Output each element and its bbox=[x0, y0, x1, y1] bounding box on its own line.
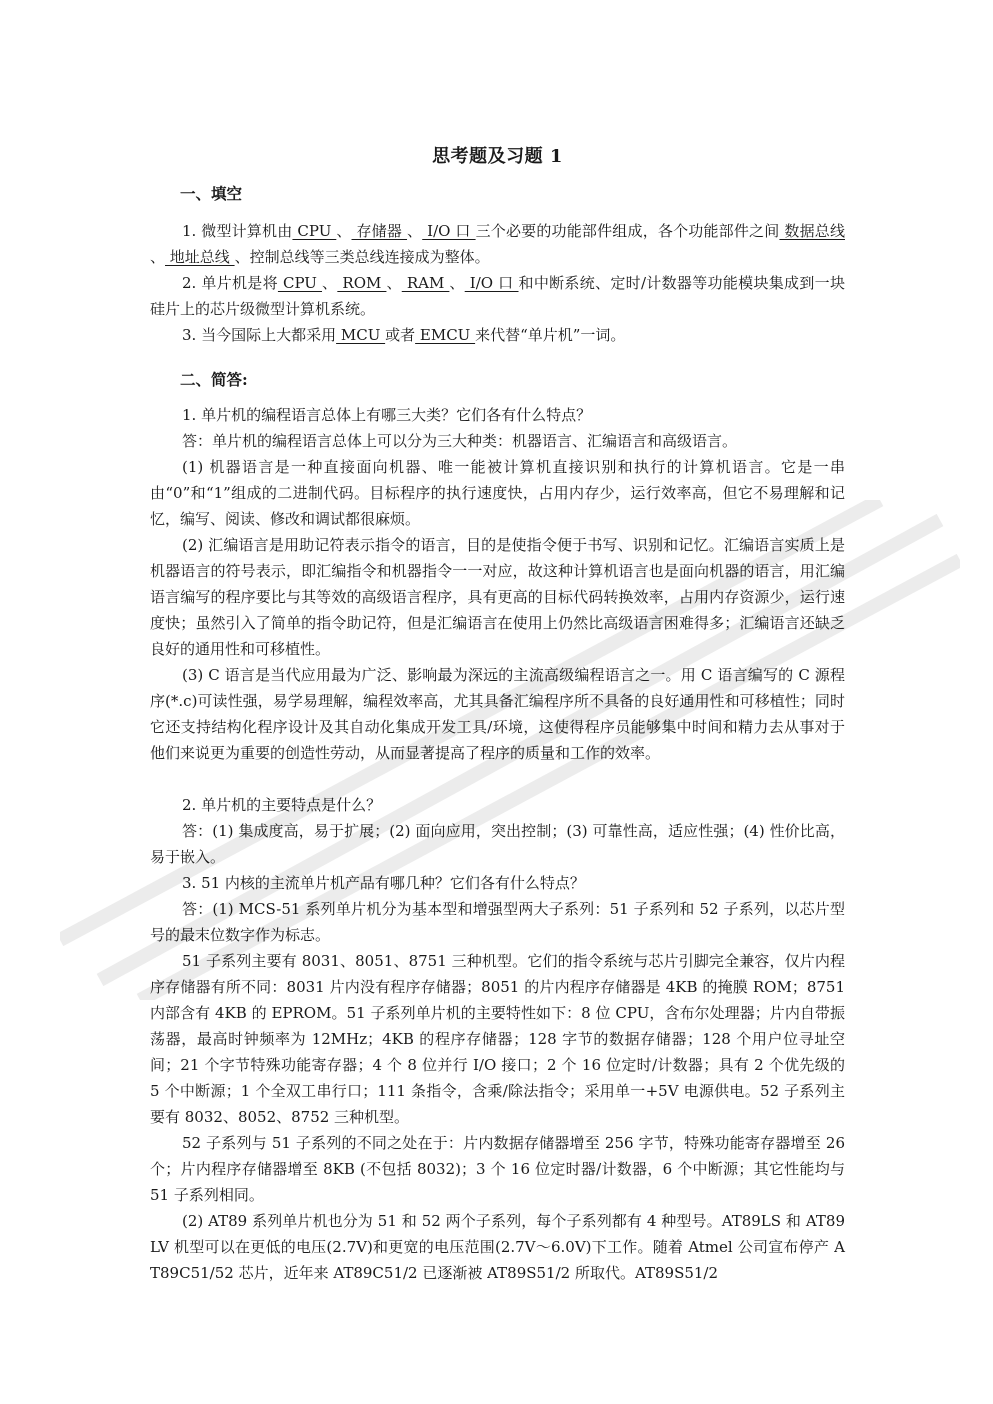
blank-io-2: I/O 口 bbox=[464, 274, 519, 292]
section-short-answer-heading: 二、简答: bbox=[180, 370, 248, 389]
answer-1-c-language: (3) C 语言是当代应用最为广泛、影响最为深远的主流高级编程语言之一。用 C 语言编写的 C 源程序(*.c)可读性强，易学易理解，编程效率高，尤其具备汇编程序所不具备的良好通用性和可移植性；同时它还支持结构化程序设计及其自动化集成开发工具/环境，这使得程序员能够集中时间和精力去从事对于他们来说更为重要的创造性劳动，从而显著提高了程序的质量和工作的效率。 bbox=[150, 666, 845, 762]
answer-1-assembly-language: (2) 汇编语言是用助记符表示指令的语言，目的是使指令便于书写、识别和记忆。汇编语言实质上是机器语言的符号表示，即汇编指令和机器指令一一对应，故这种计算机语言也是面向机器的语言，用汇编语言编写的程序要比与其等效的高级语言程序，具有更高的目标代码转换效率，占用内存资源少，运行速度快；虽然引入了简单的指令助记符，但是汇编语言在使用上仍然比高级语言困难得多；汇编语言还缺乏良好的通用性和可移植性。 bbox=[150, 536, 845, 658]
answer-1-intro: 答：单片机的编程语言总体上可以分为三大种类：机器语言、汇编语言和高级语言。 bbox=[182, 432, 738, 450]
blank-memory: 存储器 bbox=[351, 222, 408, 240]
short-question-1: 1. 单片机的编程语言总体上有哪三大类？它们各有什么特点？ bbox=[182, 406, 592, 424]
section-fill-heading: 一、填空 bbox=[180, 184, 243, 203]
answer-3-51-subseries: 51 子系列主要有 8031、8051、8751 三种机型。它们的指令系统与芯片引脚完全兼容，仅片内程序存储器有所不同：8031 片内没有程序存储器；8051 的片内程序存储器是 4KB 的掩膜 ROM；8751 内部含有 4KB 的 EPROM。51 子系列单片机的主要特性如下：8 位 CPU，含布尔处理器；片内自带振荡器，最高时钟频率为 12MHz；4KB 的程序存储器；128 字节的数据存储器；128 个用户位寻址空间；21 个字节特殊功能寄存器；4 个 8 位并行 I/O 接口；2 个 16 位定时/计数器；具有 2 个优先级的 5 个中断源；1 个全双工串行口；111 条指令，含乘/除法指令；采用单一+5V 电源供电。52 子系列主要有 8032、8052、8752 三种机型。 bbox=[150, 952, 845, 1126]
blank-rom: ROM bbox=[337, 274, 387, 292]
page-title: 思考题及习题 1 bbox=[432, 146, 563, 167]
blank-mcu: MCU bbox=[336, 326, 386, 344]
short-question-3: 3. 51 内核的主流单片机产品有哪几种？它们各有什么特点？ bbox=[182, 874, 585, 892]
answer-3-at89: (2) AT89 系列单片机也分为 51 和 52 两个子系列，每个子系列都有 4 种型号。AT89LS 和 AT89LV 机型可以在更低的电压(2.7V)和更宽的电压范围(2.7V～6.0V)下工作。随着 Atmel 公司宣布停产 AT89C51/52 芯片，近年来 AT89C51/2 已逐渐被 AT89S51/2 所取代。AT89S51/2 bbox=[150, 1212, 845, 1282]
fill-question-1: 1. 微型计算机由 CPU 、 存储器 、 I/O 口 三个必要的功能部件组成，各个功能部件之间 数据总线 、 地址总线 、控制总线等三类总线连接成为整体。 bbox=[150, 222, 845, 266]
blank-data-bus: 数据总线 bbox=[779, 222, 845, 240]
answer-2: 答：(1) 集成度高，易于扩展；(2) 面向应用，突出控制；(3) 可靠性高，适应性强；(4) 性价比高，易于嵌入。 bbox=[150, 822, 845, 866]
answer-3-52-subseries: 52 子系列与 51 子系列的不同之处在于：片内数据存储器增至 256 字节，特殊功能寄存器增至 26 个；片内程序存储器增至 8KB (不包括 8032)；3 个 16 位定时器/计数器，6 个中断源；其它性能均与 51 子系列相同。 bbox=[150, 1134, 845, 1204]
fill-question-3: 3. 当今国际上大都采用 MCU 或者 EMCU 来代替“单片机”一词。 bbox=[182, 326, 626, 344]
blank-cpu: CPU bbox=[292, 222, 337, 240]
blank-cpu-2: CPU bbox=[277, 274, 323, 292]
answer-1-machine-language: (1) 机器语言是一种直接面向机器、唯一能被计算机直接识别和执行的计算机语言。它是一串由“0”和“1”组成的二进制代码。目标程序的执行速度快，占用内存少，运行效率高，但它不易理解和记忆，编写、阅读、修改和调试都很麻烦。 bbox=[150, 458, 845, 528]
fill-question-2: 2. 单片机是将 CPU 、 ROM 、 RAM 、 I/O 口 和中断系统、定时/计数器等功能模块集成到一块硅片上的芯片级微型计算机系统。 bbox=[150, 274, 845, 318]
blank-emcu: EMCU bbox=[415, 326, 476, 344]
blank-io: I/O 口 bbox=[422, 222, 476, 240]
short-question-2: 2. 单片机的主要特点是什么？ bbox=[182, 796, 382, 814]
blank-ram: RAM bbox=[401, 274, 450, 292]
answer-3-mcs51: 答：(1) MCS-51 系列单片机分为基本型和增强型两大子系列：51 子系列和 52 子系列，以芯片型号的最末位数字作为标志。 bbox=[150, 900, 845, 944]
blank-address-bus: 地址总线 bbox=[165, 248, 235, 266]
